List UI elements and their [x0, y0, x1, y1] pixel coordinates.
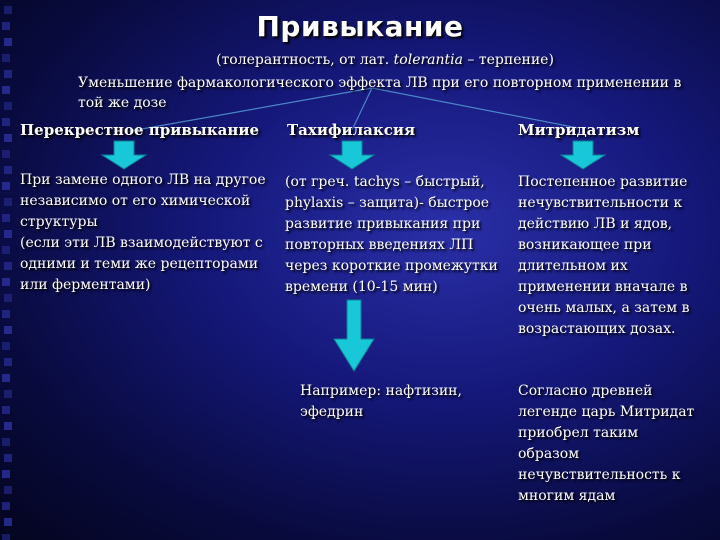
down-arrow-icon — [102, 141, 146, 169]
definition-text: Уменьшение фармакологического эффекта ЛВ при его повторном применении в той же дозе — [78, 75, 682, 111]
subtitle-latin-term: tolerantia — [393, 52, 463, 68]
mithridatism-text: Постепенное развитие нечувствительности к действию ЛВ и ядов, возникающее при длительном их применении вначале в очень малых, а затем в возрастающих дозах. — [518, 174, 690, 337]
down-arrow-icon — [334, 300, 374, 371]
down-arrow-icon — [561, 141, 605, 169]
heading-tachyphylaxis: Тахифилаксия — [287, 121, 416, 139]
down-arrow-icon — [330, 141, 374, 169]
heading-mithridatism: Митридатизм — [518, 121, 640, 139]
cross-tolerance-text: При замене одного ЛВ на другое независимо от его химической структуры (если эти ЛВ взаимодействуют с одними и теми же рецепторами или ферментами) — [20, 172, 266, 293]
subtitle-prefix: (толерантность, от лат. — [216, 52, 394, 68]
mithridatism-legend: Согласно древней легенде царь Митридат приобрел таким образом нечувствительность к многим ядам — [518, 383, 695, 504]
heading-cross-tolerance: Перекрестное привыкание — [20, 121, 260, 139]
slide-subtitle — [0, 52, 720, 68]
slide-title: Привыкание — [256, 10, 464, 43]
subtitle-suffix: – терпение) — [462, 52, 554, 68]
tachyphylaxis-example: Например: нафтизин, эфедрин — [300, 383, 462, 420]
tachyphylaxis-text: (от греч. tachys – быстрый, phylaxis – защита)- быстрое развитие привыкания при повторных введениях ЛП через короткие промежутки времени (10-15 мин) — [285, 174, 498, 295]
